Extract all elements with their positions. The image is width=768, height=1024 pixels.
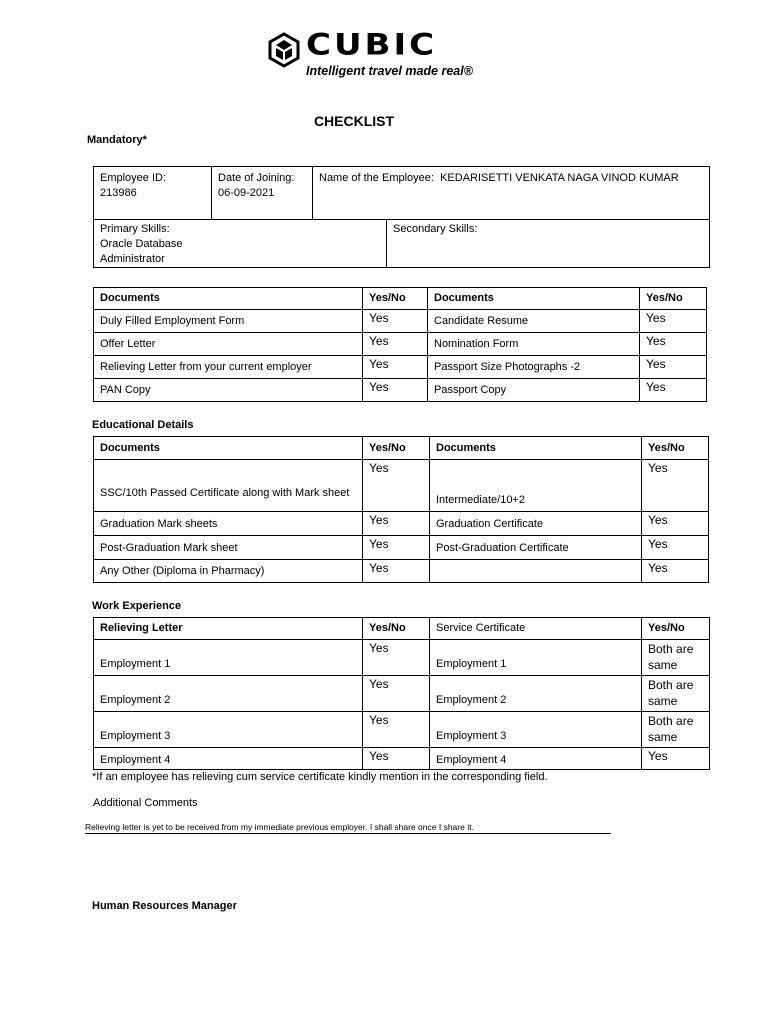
- doc-name: Nomination Form: [428, 333, 640, 356]
- edu-header-3: Documents: [430, 437, 642, 460]
- table-row: [94, 640, 710, 676]
- educational-details-label: Educational Details: [92, 419, 194, 431]
- employee-name-value: KEDARISETTI VENKATA NAGA VINOD KUMAR: [440, 172, 679, 184]
- work-header-3: Service Certificate: [430, 618, 642, 640]
- employee-id-value: 213986: [100, 187, 137, 199]
- docs-header-1: Documents: [94, 288, 363, 310]
- additional-comment-text: Relieving letter is yet to be received from my immediate previous employer. I shall share once I share it.: [85, 822, 611, 834]
- work-header-2: Yes/No: [363, 618, 430, 640]
- doj-value: 06-09-2021: [218, 187, 275, 199]
- doc-name: Intermediate/10+2: [430, 460, 642, 512]
- doc-name: Post-Graduation Certificate: [430, 536, 642, 560]
- doc-name: PAN Copy: [94, 379, 363, 402]
- secondary-skills-label: Secondary Skills:: [393, 223, 478, 235]
- table-row: [94, 333, 707, 356]
- logo-wordmark: CUBIC: [306, 28, 438, 62]
- employee-info-table: [93, 166, 710, 268]
- doc-name: Relieving Letter from your current employer: [94, 356, 363, 379]
- table-row: [94, 712, 710, 748]
- work-header-1: Relieving Letter: [94, 618, 363, 640]
- doc-name: Graduation Mark sheets: [94, 512, 363, 536]
- employee-id-cell: [94, 167, 212, 220]
- relieving-status: Yes: [363, 748, 430, 770]
- doc-status: Yes: [363, 560, 430, 583]
- company-logo: [266, 30, 506, 82]
- service-status: Both are same: [642, 640, 710, 676]
- doc-status: Yes: [363, 536, 430, 560]
- doc-status: Yes: [642, 512, 709, 536]
- employment-service: Employment 2: [430, 676, 642, 712]
- employment-relieving: Employment 1: [94, 640, 363, 676]
- doc-name: Candidate Resume: [428, 310, 640, 333]
- doc-name: Any Other (Diploma in Pharmacy): [94, 560, 363, 583]
- educational-table: [93, 436, 709, 583]
- date-of-joining-cell: [212, 167, 313, 220]
- doc-status: Yes: [363, 356, 428, 379]
- doc-name: [430, 560, 642, 583]
- employee-name-label: Name of the Employee:: [319, 172, 434, 184]
- edu-header-1: Documents: [94, 437, 363, 460]
- primary-skills-line2: Administrator: [100, 253, 165, 265]
- work-experience-table: [93, 617, 710, 770]
- doc-name: Passport Size Photographs -2: [428, 356, 640, 379]
- doc-name: Passport Copy: [428, 379, 640, 402]
- table-row: [94, 748, 710, 770]
- table-row: [94, 356, 707, 379]
- secondary-skills-cell: [387, 220, 710, 268]
- service-status: Both are same: [642, 676, 710, 712]
- employment-relieving: Employment 3: [94, 712, 363, 748]
- employment-relieving: Employment 4: [94, 748, 363, 770]
- doc-status: Yes: [642, 536, 709, 560]
- employment-service: Employment 4: [430, 748, 642, 770]
- doc-name: Duly Filled Employment Form: [94, 310, 363, 333]
- relieving-status: Yes: [363, 640, 430, 676]
- primary-skills-cell: [94, 220, 387, 268]
- doc-status: Yes: [363, 460, 430, 512]
- table-row: [94, 560, 709, 583]
- doc-status: Yes: [642, 560, 709, 583]
- employment-service: Employment 3: [430, 712, 642, 748]
- doc-name: Offer Letter: [94, 333, 363, 356]
- service-status: Both are same: [642, 712, 710, 748]
- primary-skills-label: Primary Skills:: [100, 223, 170, 235]
- edu-header-4: Yes/No: [642, 437, 709, 460]
- doc-status: Yes: [363, 310, 428, 333]
- table-row: [94, 676, 710, 712]
- additional-comments-label: Additional Comments: [93, 797, 198, 809]
- employment-relieving: Employment 2: [94, 676, 363, 712]
- page-title: CHECKLIST: [313, 113, 395, 129]
- relieving-status: Yes: [363, 712, 430, 748]
- cubic-cube-icon: [266, 32, 302, 68]
- employee-id-label: Employee ID:: [100, 172, 167, 184]
- table-row: [94, 512, 709, 536]
- table-row: [94, 379, 707, 402]
- table-row: [94, 536, 709, 560]
- relieving-status: Yes: [363, 676, 430, 712]
- doc-status: Yes: [642, 460, 709, 512]
- doj-label: Date of Joining:: [218, 172, 295, 184]
- logo-tagline: Intelligent travel made real®: [306, 64, 473, 78]
- service-status: Yes: [642, 748, 710, 770]
- hr-manager-label: Human Resources Manager: [92, 900, 237, 912]
- work-header-4: Yes/No: [642, 618, 710, 640]
- employee-name-cell: [313, 167, 710, 220]
- mandatory-label: Mandatory*: [87, 134, 147, 146]
- doc-status: Yes: [640, 356, 707, 379]
- docs-header-3: Documents: [428, 288, 640, 310]
- doc-status: Yes: [363, 512, 430, 536]
- doc-status: Yes: [640, 379, 707, 402]
- doc-name: Post-Graduation Mark sheet: [94, 536, 363, 560]
- edu-header-2: Yes/No: [363, 437, 430, 460]
- doc-status: Yes: [640, 333, 707, 356]
- docs-header-2: Yes/No: [363, 288, 428, 310]
- documents-table: [93, 287, 707, 402]
- work-experience-label: Work Experience: [92, 600, 182, 612]
- doc-name: SSC/10th Passed Certificate along with Mark sheet: [94, 460, 363, 512]
- primary-skills-line1: Oracle Database: [100, 238, 183, 250]
- footnote: *If an employee has relieving cum service certificate kindly mention in the corresponding field.: [92, 771, 548, 783]
- table-row: [94, 460, 709, 512]
- doc-status: Yes: [640, 310, 707, 333]
- employment-service: Employment 1: [430, 640, 642, 676]
- docs-header-4: Yes/No: [640, 288, 707, 310]
- table-row: [94, 310, 707, 333]
- doc-status: Yes: [363, 333, 428, 356]
- doc-status: Yes: [363, 379, 428, 402]
- doc-name: Graduation Certificate: [430, 512, 642, 536]
